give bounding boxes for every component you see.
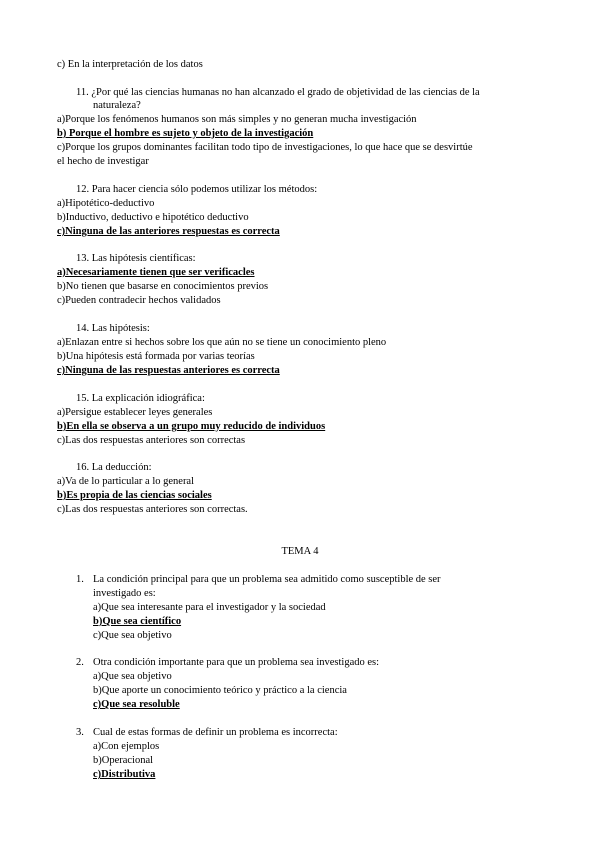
- q11-option-c: c)Porque los grupos dominantes facilitan todo tipo de investigaciones, lo que hace que se desvirtúe: [57, 142, 473, 153]
- t3-option-a: a)Con ejemplos: [93, 741, 160, 752]
- q12-question: 12. Para hacer ciencia sólo podemos utilizar los métodos:: [76, 184, 318, 195]
- t1-option-c: c)Que sea objetivo: [93, 630, 172, 641]
- t3-option-c-correct: c)Distributiva: [93, 769, 156, 780]
- t1-question-cont: investigado es:: [93, 588, 156, 599]
- q11-question-cont: naturaleza?: [93, 100, 141, 111]
- q12-option-c-correct: c)Ninguna de las anteriores respuestas es correcta: [57, 226, 280, 237]
- t3-question: Cual de estas formas de definir un problema es incorrecta:: [93, 727, 338, 738]
- q14-option-a: a)Enlazan entre si hechos sobre los que aún no se tiene un conocimiento pleno: [57, 337, 387, 348]
- q13-option-c: c)Pueden contradecir hechos validados: [57, 295, 221, 306]
- q11-option-c-cont: el hecho de investigar: [57, 156, 149, 167]
- q14-option-b: b)Una hipótesis está formada por varias teorías: [57, 351, 255, 362]
- q13-option-b: b)No tienen que basarse en conocimientos previos: [57, 281, 269, 292]
- q16-option-b-correct: b)Es propia de las ciencias sociales: [57, 490, 212, 501]
- q12-option-b: b)Inductivo, deductivo e hipotético deductivo: [57, 212, 249, 223]
- t2-option-b: b)Que aporte un conocimiento teórico y práctico a la ciencia: [93, 685, 347, 696]
- q15-question: 15. La explicación idiográfica:: [76, 393, 205, 404]
- q11-option-b-correct: b) Porque el hombre es sujeto y objeto de la investigación: [57, 128, 314, 139]
- t2-option-a: a)Que sea objetivo: [93, 671, 172, 682]
- q16-option-a: a)Va de lo particular a lo general: [57, 476, 195, 487]
- t3-option-b: b)Operacional: [93, 755, 154, 766]
- q15-option-a: a)Persigue establecer leyes generales: [57, 407, 213, 418]
- q12-option-a: a)Hipotético-deductivo: [57, 198, 155, 209]
- t1-option-a: a)Que sea interesante para el investigador y la sociedad: [93, 602, 326, 613]
- t2-option-c-correct: c)Que sea resoluble: [93, 699, 180, 710]
- t1-question: La condición principal para que un problema sea admitido como susceptible de ser: [93, 574, 441, 585]
- section-title: TEMA 4: [281, 546, 319, 557]
- q15-option-b-correct: b)En ella se observa a un grupo muy reducido de individuos: [57, 421, 326, 432]
- q13-question: 13. Las hipótesis científicas:: [76, 253, 196, 264]
- q16-option-c: c)Las dos respuestas anteriores son correctas.: [57, 504, 248, 515]
- q14-option-c-correct: c)Ninguna de las respuestas anteriores es correcta: [57, 365, 280, 376]
- t3-number: 3.: [76, 727, 84, 738]
- q11-question: 11. ¿Por qué las ciencias humanas no han alcanzado el grado de objetividad de las ciencias de la: [76, 87, 480, 98]
- q13-option-a-correct: a)Necesariamente tienen que ser verificacles: [57, 267, 255, 278]
- q15-option-c: c)Las dos respuestas anteriores son correctas: [57, 435, 246, 446]
- t2-question: Otra condición importante para que un problema sea investigado es:: [93, 657, 380, 668]
- q11-option-a: a)Porque los fenómenos humanos son más simples y no generan mucha investigación: [57, 114, 417, 125]
- t1-number: 1.: [76, 574, 84, 585]
- option-c-prev: c) En la interpretación de los datos: [57, 59, 203, 70]
- q16-question: 16. La deducción:: [76, 462, 152, 473]
- t2-number: 2.: [76, 657, 84, 668]
- q14-question: 14. Las hipótesis:: [76, 323, 150, 334]
- t1-option-b-correct: b)Que sea científico: [93, 616, 182, 627]
